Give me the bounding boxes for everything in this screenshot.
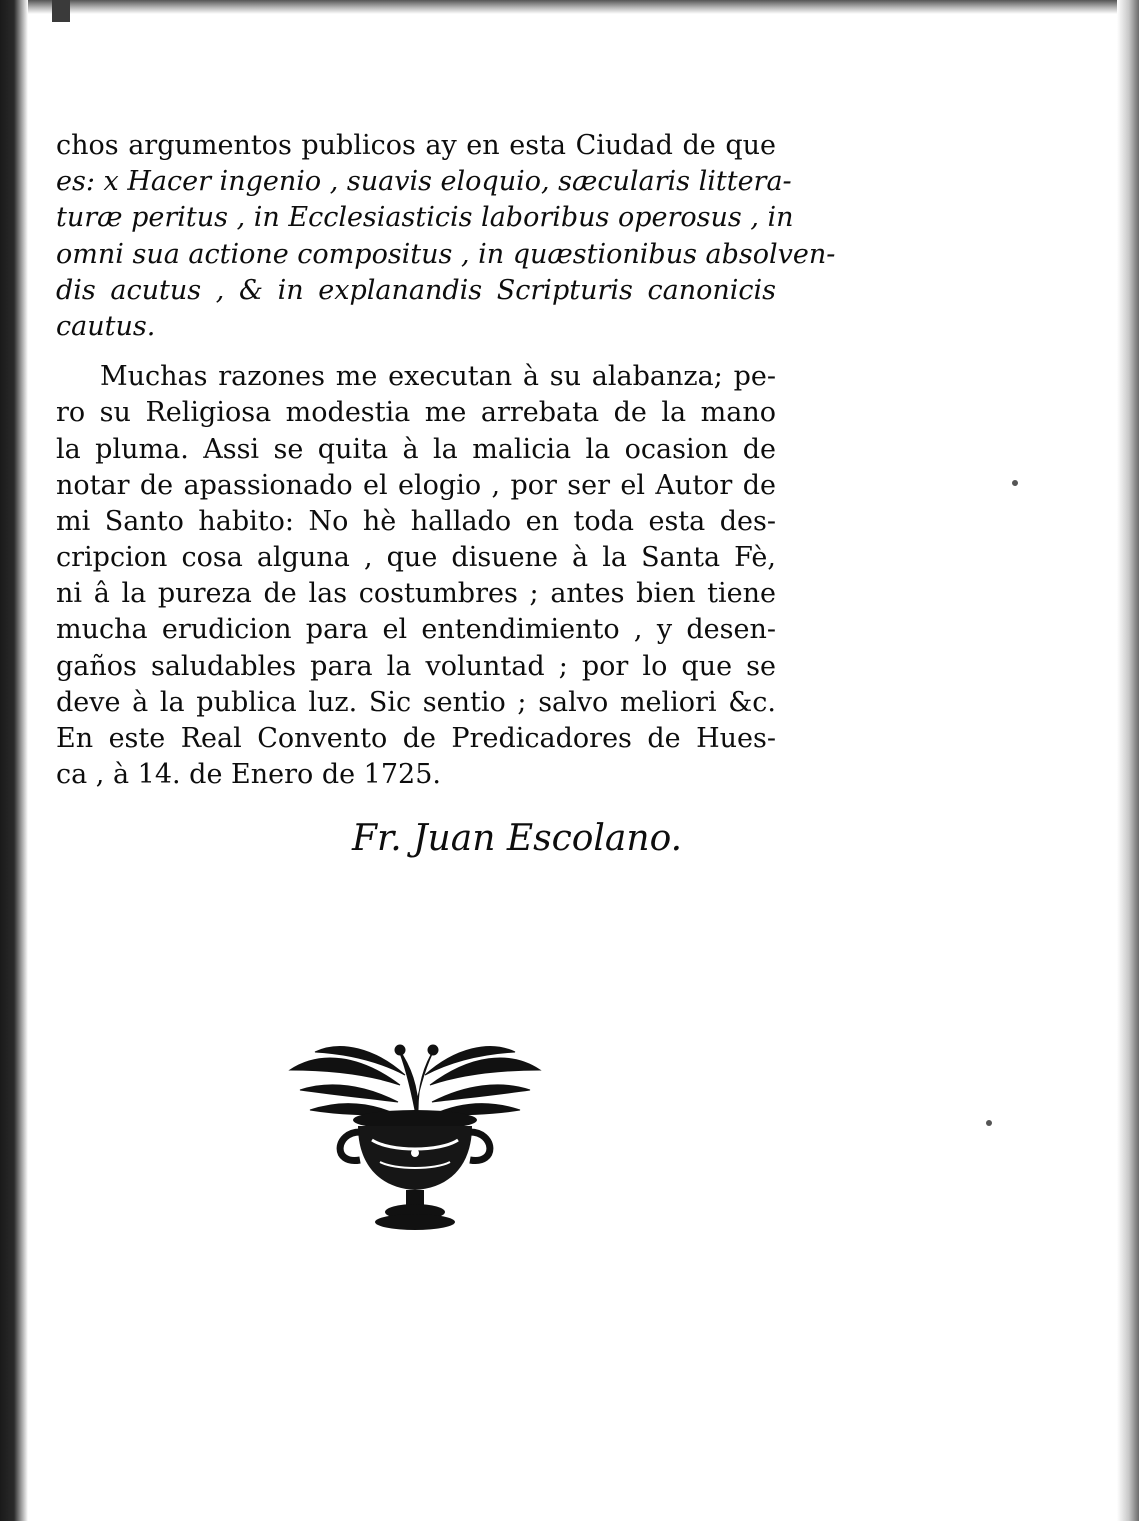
body-line: Muchas razones me executan à su alabanza; pe- [100,361,776,393]
body-line: En este Real Convento de Predicadores de Hues- [56,723,776,754]
body-line: cautus. [56,310,156,342]
body-line: mi Santo habito: No hè hallado en toda esta des- [56,505,776,537]
scan-edge-right [1117,0,1139,1521]
body-line: mucha erudicion para el entendimiento , y desen- [56,614,776,646]
body-line: la pluma. Assi se quita à la malicia la ocasion de [56,433,776,465]
scan-edge-top [0,0,1139,14]
body-line: ca , à 14. de Enero de 1725. [56,759,441,791]
body-line: gaños saludables para la voluntad ; por lo que se [56,650,776,682]
body-line: ni â la pureza de las costumbres ; antes bien tiene [56,578,776,610]
scan-speck [1012,480,1018,486]
scan-edge-left [0,0,28,1521]
body-line: dis acutus , & in explanandis Scripturis canonicis [56,274,776,306]
body-line: ro su Religiosa modestia me arrebata de la mano [56,397,776,429]
vase-ornament-icon [280,1040,550,1240]
scan-corner-tab [52,0,70,22]
body-line: chos argumentos publicos ay en esta Ciudad de que [56,130,776,161]
body-line: es: x Hacer ingenio , suavis eloquio, sæcularis littera- [56,166,792,198]
body-line: deve à la publica luz. Sic sentio ; salvo meliori &c. [56,686,776,718]
body-line: cripcion cosa alguna , que disuene à la Santa Fè, [56,542,776,574]
scan-speck [986,1120,992,1126]
body-line: turæ peritus , in Ecclesiasticis laboribus operosus , in [56,202,794,234]
body-line: omni sua actione compositus , in quæstionibus absolven- [56,238,836,270]
body-line: notar de apassionado el elogio , por ser el Autor de [56,469,776,501]
signature: Fr. Juan Escolano. [352,818,683,859]
page-body-text [56,128,836,793]
